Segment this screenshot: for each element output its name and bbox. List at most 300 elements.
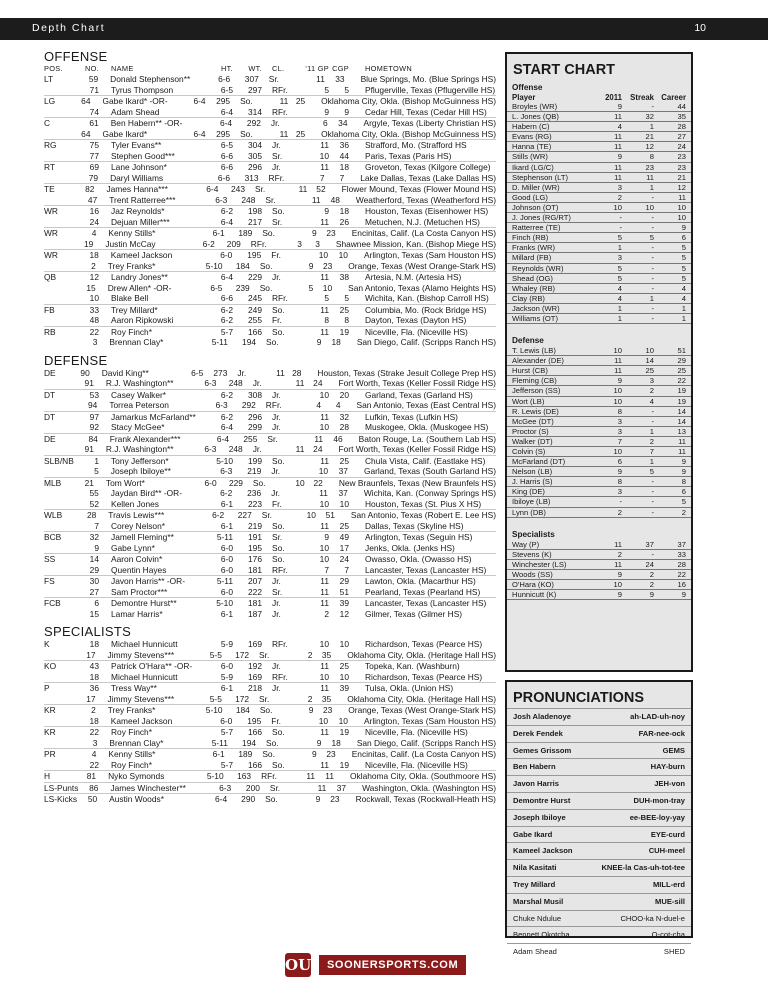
- start-chart-cell: -: [651, 416, 654, 426]
- cell-hometown: Jenks, Okla. (Jenks HS): [365, 542, 455, 553]
- cell-name: Gabe Lynn*: [111, 542, 155, 553]
- cell-cl: Sr.: [269, 782, 281, 793]
- pronunciation-name: Adam Shead: [513, 947, 557, 957]
- spacer: [507, 324, 691, 333]
- table-row: [44, 95, 496, 107]
- cell-gp: 10: [318, 250, 329, 260]
- cell-cl: Jr.: [252, 444, 262, 454]
- cell-name: Jimmy Stevens***: [107, 693, 175, 704]
- cell-cl: Fr.: [272, 498, 282, 509]
- cell-gp: 10: [295, 477, 305, 488]
- cell-pos: [44, 261, 79, 272]
- cell-cl: So.: [240, 128, 253, 139]
- start-chart-row: [507, 132, 691, 142]
- start-chart-cell: Hunnicutt (K): [512, 590, 557, 600]
- start-chart-row: [507, 447, 691, 457]
- cell-hometown: Niceville, Fla. (Niceville HS): [365, 727, 468, 737]
- cell-ht: 6-4: [220, 216, 233, 227]
- cell-pos: [44, 195, 80, 206]
- cell-no: 52: [89, 498, 99, 509]
- cell-hometown: Fort Worth, Texas (Keller Fossil Ridge HS): [338, 444, 496, 454]
- table-row: [44, 161, 496, 173]
- start-chart-row: [507, 243, 691, 253]
- cell-no: 61: [89, 118, 99, 128]
- cell-pos: LT: [44, 74, 54, 84]
- cell-hometown: San Diego, Calif. (Scripps Ranch HS): [356, 337, 496, 347]
- cell-name: Aaron Colvin*: [111, 554, 163, 564]
- cell-ht: 6-0: [220, 586, 233, 597]
- cell-cl: So.: [265, 794, 278, 804]
- cell-gp: 11: [320, 520, 329, 531]
- cell-cl: So.: [272, 520, 285, 531]
- start-chart-cell: 10: [613, 447, 622, 456]
- cell-gp: 7: [319, 172, 325, 183]
- start-chart-cell: 4: [617, 122, 622, 132]
- start-chart-cell: 10: [677, 202, 686, 212]
- cell-gp: 3: [297, 238, 302, 249]
- cell-ht: 5-10: [205, 260, 223, 271]
- cell-cl: RFr.: [272, 564, 288, 575]
- start-chart-row: [507, 304, 691, 314]
- cell-gp: 11: [295, 378, 305, 388]
- cell-pos: [44, 565, 81, 576]
- cell-wt: 273: [213, 367, 228, 378]
- start-chart-cell: 11: [678, 192, 686, 202]
- cell-cl: Jr.: [272, 389, 281, 400]
- start-chart-row: [507, 203, 691, 213]
- cell-cgp: 24: [313, 378, 323, 388]
- cell-hometown: New Braunfels, Texas (New Braunfels HS): [338, 477, 496, 488]
- cell-cgp: 8: [344, 315, 349, 325]
- cell-wt: 172: [235, 649, 250, 660]
- cell-cl: Jr.: [270, 118, 280, 128]
- start-chart-cell: -: [651, 487, 654, 497]
- cell-pos: [44, 217, 81, 228]
- cell-cl: Jr.: [272, 576, 281, 586]
- start-chart-cell: 10: [613, 202, 622, 212]
- cell-cgp: 37: [338, 488, 348, 498]
- start-chart-cell: 5: [617, 263, 622, 273]
- cell-ht: 6-0: [220, 715, 233, 726]
- cell-ht: 6-5: [220, 84, 233, 95]
- start-chart-cell: 1: [681, 303, 686, 313]
- start-chart-row: [507, 163, 691, 173]
- cell-hometown: Garland, Texas (South Garland HS): [363, 466, 496, 476]
- site-link[interactable]: SOONERSPORTS.COM: [319, 955, 466, 975]
- cell-pos: [44, 672, 81, 683]
- start-chart-row: [507, 274, 691, 284]
- cell-cl: Jr.: [272, 411, 281, 422]
- cell-name: Michael Hunnicutt: [111, 639, 178, 649]
- cell-no: 97: [89, 411, 99, 422]
- cell-no: 2: [91, 705, 96, 715]
- cell-no: 15: [86, 282, 96, 293]
- start-chart-cell: -: [651, 243, 654, 253]
- cell-ht: 6-4: [215, 794, 228, 804]
- cell-pos: FS: [44, 576, 55, 586]
- cell-wt: 195: [247, 715, 262, 726]
- start-chart-cell: 13: [677, 426, 686, 436]
- cell-no: 29: [89, 564, 99, 575]
- table-row: [44, 793, 496, 805]
- cell-wt: 181: [248, 564, 262, 575]
- cell-hometown: Topeka, Kan. (Washburn): [365, 661, 460, 671]
- start-chart-cell: Fleming (CB): [512, 376, 557, 386]
- start-chart-box: [505, 52, 693, 672]
- start-chart-cell: McFarland (DT): [512, 457, 566, 467]
- cell-pos: SLB/NB: [44, 455, 74, 466]
- cell-wt: 239: [235, 282, 250, 293]
- start-chart-defense-heading: Defense: [512, 336, 544, 346]
- pronunciation-name: Ben Habern: [513, 762, 556, 772]
- start-chart-cell: Alexander (DE): [512, 356, 564, 366]
- cell-no: 92: [89, 422, 99, 432]
- pronunciation-name: Nila Kasitati: [513, 863, 557, 873]
- start-chart-row: [507, 376, 691, 386]
- cell-no: 55: [89, 488, 99, 498]
- start-chart-cell: 8: [649, 152, 654, 162]
- cell-cl: RFr.: [268, 172, 285, 183]
- start-chart-cell: 5: [617, 273, 622, 283]
- cell-wt: 305: [248, 150, 262, 161]
- cell-hometown: Tulsa, Okla. (Union HS): [365, 683, 454, 693]
- start-chart-cell: Millard (FB): [512, 253, 552, 263]
- cell-pos: TE: [44, 184, 55, 194]
- start-chart-cell: -: [619, 223, 622, 233]
- cell-no: 18: [89, 671, 99, 682]
- cell-wt: 313: [244, 172, 259, 183]
- cell-no: 47: [87, 194, 98, 205]
- cell-name: Dejuan Miller***: [111, 216, 170, 227]
- cell-name: Stacy McGee*: [111, 422, 165, 432]
- cell-cgp: 23: [322, 705, 333, 715]
- cell-cl: So.: [262, 749, 275, 759]
- table-row: [44, 139, 496, 151]
- start-chart-row: [507, 366, 691, 376]
- cell-wt: 229: [248, 272, 262, 282]
- cell-no: 5: [94, 466, 99, 476]
- table-row: [44, 650, 496, 661]
- cell-cgp: 52: [316, 184, 326, 194]
- defense-heading: DEFENSE: [44, 352, 108, 368]
- table-row: [44, 85, 496, 96]
- cell-hometown: Strafford, Mo. (Strafford HS: [365, 140, 467, 150]
- cell-hometown: Lawton, Okla. (Macarthur HS): [365, 576, 476, 586]
- cell-ht: 6-5: [220, 140, 233, 150]
- cell-cl: RFr.: [272, 639, 288, 649]
- cell-cgp: 28: [339, 422, 349, 432]
- cell-wt: 243: [231, 184, 245, 194]
- pronunciation-phonetic: JEH-von: [654, 779, 685, 789]
- cell-name: Michael Hunnicutt: [111, 671, 178, 682]
- start-chart-column-headers: [507, 93, 691, 102]
- page-header-bar: [0, 18, 768, 40]
- cell-hometown: Argyle, Texas (Liberty Christian HS): [363, 118, 496, 128]
- start-chart-row: [507, 356, 691, 366]
- cell-cgp: 10: [339, 671, 349, 682]
- table-row: [44, 378, 496, 389]
- start-chart-cell: Hurst (CB): [512, 366, 548, 376]
- cell-no: 36: [89, 683, 99, 693]
- pronunciation-row: [507, 725, 691, 742]
- cell-name: Kellen Jones: [111, 498, 159, 509]
- cell-wt: 194: [242, 337, 257, 347]
- start-chart-row: [507, 467, 691, 477]
- cell-no: 64: [81, 128, 91, 139]
- cell-hometown: Oklahoma City, Okla. (Bishop McGuinness HS): [321, 128, 497, 139]
- cell-cl: RFr.: [261, 771, 277, 781]
- start-chart-cell: 11: [614, 559, 622, 569]
- cell-pos: RB: [44, 326, 56, 337]
- start-chart-row: [507, 560, 691, 570]
- cell-cgp: 18: [339, 206, 349, 216]
- pronunciation-phonetic: KNEE-la Cas-uh-tot-tee: [601, 863, 685, 873]
- cell-cl: Fr.: [271, 715, 282, 726]
- table-row: [44, 477, 496, 489]
- start-chart-cell: 11: [614, 142, 622, 152]
- cell-ht: 6-2: [202, 238, 215, 249]
- start-chart-cell: Walker (DT): [512, 436, 553, 446]
- cell-hometown: Columbia, Mo. (Rock Bridge HS): [365, 304, 487, 315]
- cell-no: 81: [86, 771, 97, 781]
- table-row: [44, 217, 496, 228]
- cell-no: 32: [89, 532, 99, 542]
- cell-name: James Hanna***: [106, 184, 168, 194]
- cell-pos: WR: [44, 206, 58, 216]
- cell-no: 17: [86, 649, 96, 660]
- cell-name: Kenny Stills*: [108, 749, 156, 759]
- start-chart-cell: Proctor (S): [512, 426, 549, 436]
- cell-no: 19: [84, 238, 94, 249]
- cell-cgp: 5: [344, 293, 349, 303]
- table-row: [44, 639, 496, 650]
- cell-wt: 176: [248, 554, 262, 564]
- cell-name: Tress Way**: [111, 683, 157, 693]
- cell-pos: DT: [44, 411, 56, 422]
- cell-gp: 5: [324, 84, 329, 95]
- cell-gp: 10: [319, 422, 329, 432]
- cell-gp: 11: [295, 444, 305, 454]
- cell-wt: 248: [241, 194, 256, 205]
- start-chart-cell: 5: [649, 233, 654, 243]
- cell-pos: P: [44, 683, 50, 693]
- cell-ht: 6-3: [215, 400, 228, 410]
- cell-pos: WLB: [44, 510, 63, 520]
- cell-cgp: 25: [339, 520, 349, 531]
- cell-cl: So.: [272, 326, 285, 337]
- table-row: [44, 173, 496, 184]
- cell-gp: 11: [320, 727, 329, 737]
- cell-wt: 198: [248, 206, 262, 216]
- pronunciation-row: [507, 876, 691, 893]
- pronunciation-phonetic: ee-BEE-loy-yay: [629, 812, 685, 822]
- cell-pos: LG: [44, 96, 56, 106]
- start-chart-cell: 9: [617, 152, 622, 162]
- cell-name: Roy Finch*: [111, 326, 152, 337]
- cell-no: 6: [94, 598, 99, 608]
- cell-hometown: Oklahoma City, Okla. (Southmoore HS): [350, 771, 496, 781]
- table-row: [44, 587, 496, 598]
- cell-hometown: Pearland, Texas (Pearland HS): [365, 586, 481, 597]
- start-chart-cell: Way (P): [512, 539, 540, 549]
- cell-gp: 9: [308, 705, 314, 715]
- cell-cl: Sr.: [259, 649, 270, 660]
- cell-ht: 6-4: [220, 106, 233, 117]
- cell-name: Jimmy Stevens***: [107, 649, 175, 660]
- cell-name: Tony Jefferson*: [111, 455, 169, 466]
- cell-gp: 7: [324, 564, 329, 575]
- table-row: [44, 682, 496, 694]
- cell-cl: So.: [266, 737, 279, 748]
- cell-no: 21: [84, 477, 94, 488]
- cell-wt: 195: [248, 542, 262, 553]
- start-chart-row: [507, 284, 691, 294]
- start-chart-cell: -: [651, 192, 654, 202]
- cell-ht: 5-5: [209, 693, 222, 704]
- cell-cgp: 18: [331, 737, 341, 748]
- cell-no: 91: [84, 444, 94, 454]
- cell-hometown: Orange, Texas (West Orange-Stark HS): [348, 260, 496, 271]
- cell-pos: [44, 543, 81, 554]
- cell-cl: Sr.: [268, 74, 280, 84]
- start-chart-row: [507, 407, 691, 417]
- cell-ht: 6-4: [193, 96, 206, 106]
- cell-wt: 245: [248, 293, 262, 303]
- start-chart-cell: 3: [617, 182, 622, 192]
- cell-gp: 9: [315, 794, 321, 804]
- cell-name: Ben Habern** -OR-: [110, 118, 183, 128]
- table-row: [44, 444, 496, 455]
- cell-cl: Jr.: [272, 661, 281, 671]
- cell-no: 18: [89, 715, 99, 726]
- start-chart-row: [507, 457, 691, 467]
- cell-hometown: Fort Worth, Texas (Keller Fossil Ridge HS): [338, 378, 496, 388]
- cell-hometown: Oklahoma City, Okla. (Heritage Hall HS): [347, 649, 496, 660]
- start-chart-cell: 21: [677, 172, 686, 182]
- start-chart-row: [507, 346, 691, 356]
- pronunciation-phonetic: GEMS: [662, 745, 685, 755]
- start-chart-cell: Good (LG): [512, 192, 548, 202]
- start-chart-cell: 2: [649, 386, 654, 396]
- cell-hometown: Dallas, Texas (Skyline HS): [365, 520, 464, 531]
- pronunciation-phonetic: HAY-burn: [650, 762, 685, 772]
- cell-wt: 172: [235, 693, 250, 704]
- start-chart-cell: 4: [681, 283, 686, 293]
- pronunciation-phonetic: DUH-mon-tray: [633, 795, 685, 805]
- page-title: Depth Chart: [32, 22, 106, 34]
- cell-pos: [44, 337, 80, 348]
- start-chart-cell: 10: [613, 346, 622, 356]
- cell-wt: 189: [238, 228, 253, 238]
- cell-cl: Sr.: [267, 433, 278, 444]
- cell-hometown: Houston, Texas (Strake Jesuit College Prep HS): [317, 367, 497, 378]
- start-chart-cell: Winchester (LS): [512, 559, 567, 569]
- cell-cgp: 35: [321, 649, 332, 660]
- start-chart-cell: 9: [617, 467, 622, 477]
- cell-cgp: 7: [339, 172, 345, 183]
- cell-gp: 11: [306, 771, 316, 781]
- cell-gp: 4: [316, 400, 322, 410]
- cell-ht: 6-0: [220, 661, 233, 671]
- cell-cgp: 39: [339, 598, 349, 608]
- cell-no: 16: [89, 206, 99, 216]
- cell-ht: 6-3: [215, 194, 228, 205]
- cell-hometown: Orange, Texas (West Orange-Stark HS): [348, 705, 496, 715]
- pronunciation-name: Trey Millard: [513, 879, 556, 889]
- start-chart-cell: 4: [617, 293, 622, 303]
- start-chart-cell: 14: [677, 416, 686, 426]
- cell-pos: SS: [44, 554, 56, 564]
- pronunciation-phonetic: O-cot-cha: [651, 930, 685, 940]
- cell-gp: 9: [324, 532, 329, 542]
- start-chart-cell: 6: [681, 487, 686, 497]
- cell-wt: 189: [238, 749, 253, 759]
- cell-no: 12: [89, 272, 99, 282]
- cell-wt: 209: [226, 238, 241, 249]
- cell-cgp: 10: [339, 498, 349, 509]
- cell-name: R.J. Washington**: [105, 378, 174, 388]
- table-row: [44, 293, 496, 304]
- start-chart-cell: -: [619, 497, 622, 507]
- start-chart-row: [507, 580, 691, 590]
- pronunciation-name: Demontre Hurst: [513, 795, 571, 805]
- start-chart-cell: 5: [681, 273, 686, 283]
- defense-section: [44, 354, 496, 620]
- cell-pos: MLB: [44, 477, 62, 488]
- cell-wt: 218: [248, 683, 262, 693]
- cell-name: Trey Franks*: [107, 260, 156, 271]
- cell-cl: Jr.: [272, 683, 281, 693]
- start-chart-cell: 9: [681, 457, 686, 467]
- pronunciation-phonetic: MILL-erd: [652, 879, 685, 889]
- pronunciation-name: Javon Harris: [513, 779, 560, 789]
- cell-hometown: Shawnee Mission, Kan. (Bishop Miege HS): [335, 238, 496, 249]
- cell-name: Adam Shead: [111, 106, 160, 117]
- pronunciation-row: [507, 910, 691, 927]
- table-row: [44, 239, 496, 250]
- cell-gp: 10: [306, 510, 316, 520]
- cell-hometown: Paris, Texas (Paris HS): [365, 150, 452, 161]
- cell-wt: 295: [216, 128, 231, 139]
- cell-gp: 11: [320, 455, 329, 466]
- cell-wt: 223: [248, 498, 262, 509]
- cell-hometown: Muskogee, Okla. (Muskogee HS): [365, 422, 489, 432]
- cell-no: 18: [89, 250, 99, 260]
- cell-ht: 5-7: [220, 759, 233, 770]
- start-chart-col-1: 2011: [605, 93, 622, 102]
- start-chart-cell: 29: [677, 356, 686, 366]
- start-chart-cell: 32: [645, 112, 654, 122]
- cell-gp: 10: [318, 466, 329, 476]
- pronunciation-name: Marshal Musil: [513, 896, 564, 906]
- cell-pos: [44, 85, 81, 96]
- cell-gp: 11: [320, 586, 329, 597]
- cell-wt: 166: [248, 727, 262, 737]
- start-chart-cell: 7: [649, 447, 654, 456]
- cell-hometown: Lake Dallas, Texas (Lake Dallas HS): [360, 172, 496, 183]
- cell-cgp: 18: [339, 162, 349, 172]
- cell-cl: Jr.: [237, 367, 247, 378]
- cell-name: Trent Ratterree***: [109, 194, 176, 205]
- start-chart-cell: 8: [617, 477, 622, 487]
- start-chart-cell: McGee (DT): [512, 416, 554, 426]
- cell-ht: 6-5: [210, 282, 223, 293]
- start-chart-col-3: Career: [661, 93, 686, 102]
- start-chart-cell: 1: [649, 426, 654, 436]
- start-chart-cell: Franks (WR): [512, 243, 556, 253]
- cell-hometown: Arlington, Texas (Seguin HS): [365, 532, 473, 542]
- start-chart-row: [507, 397, 691, 407]
